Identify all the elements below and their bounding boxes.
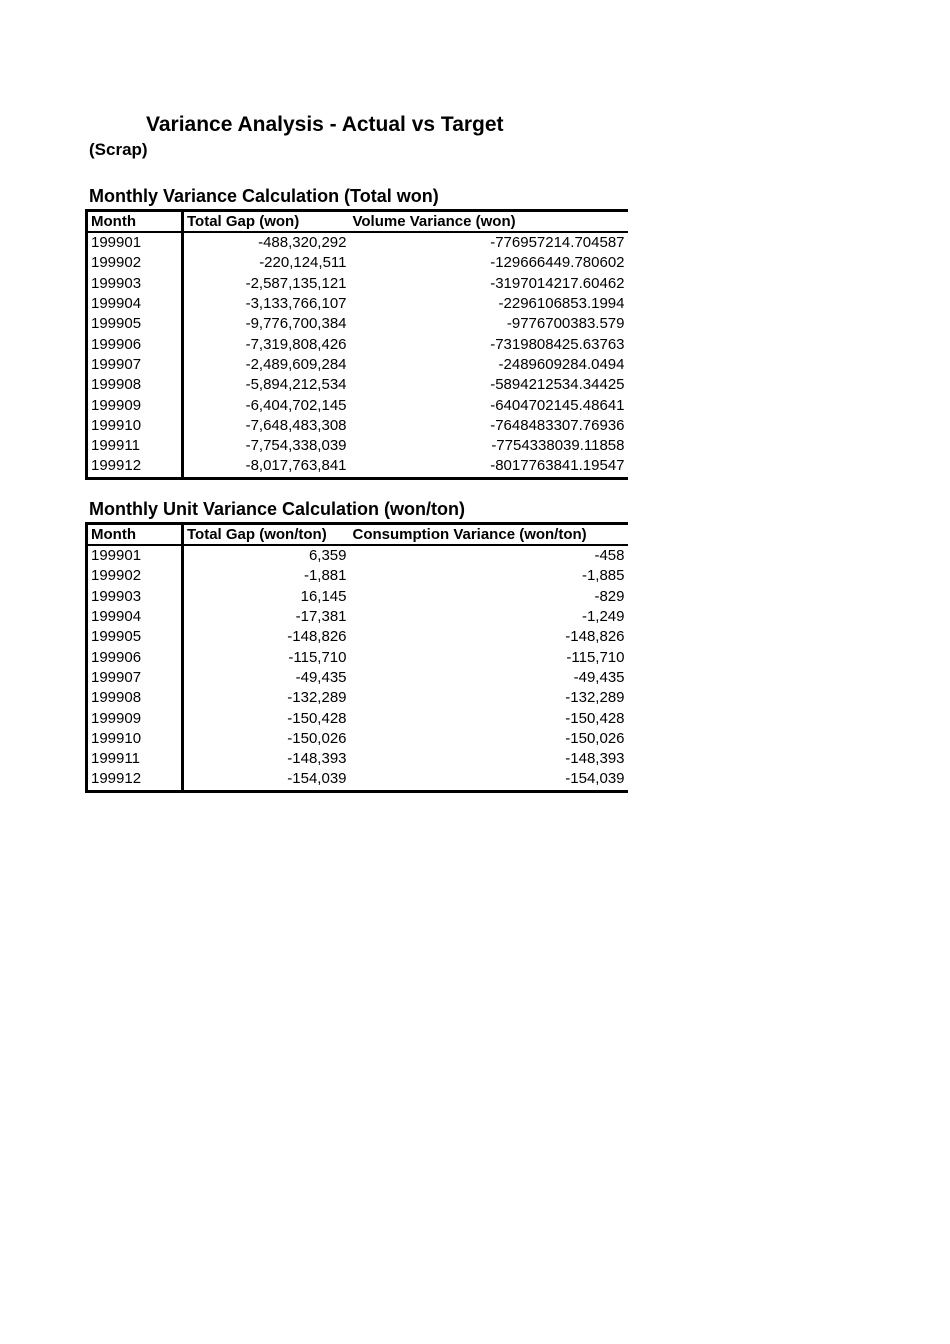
total-gap-cell: -115,710 [288,648,347,666]
variance-cell: -115,710 [566,648,625,666]
table-row [87,668,628,688]
table-row [87,375,628,395]
total-gap-cell: -1,881 [303,567,347,585]
month-cell: 199901 [87,545,183,566]
table-row [87,274,628,294]
month-cell: 199902 [87,566,183,586]
month-cell: 199905 [87,314,183,334]
month-cell: 199912 [87,769,183,791]
month-cell: 199911 [87,749,183,769]
table-row [87,607,628,627]
month-cell: 199909 [87,395,183,415]
total-gap-cell: -488,320,292 [258,234,347,252]
month-cell: 199909 [87,708,183,728]
column-header-total-gap: Total Gap (won) [183,211,350,233]
month-cell: 199907 [87,668,183,688]
variance-cell: -148,826 [565,628,625,646]
variance-cell: -148,393 [565,750,625,768]
total-gap-cell: -5,894,212,534 [245,376,347,394]
column-header-month: Month [87,211,183,233]
month-cell: 199912 [87,456,183,478]
variance-cell: -6404702145.48641 [490,396,625,414]
total-variance-table-body [87,232,628,478]
variance-cell: -9776700383.579 [506,315,625,333]
variance-cell: -8017763841.19547 [350,456,628,478]
variance-cell: -2296106853.1994 [498,295,625,313]
total-gap-cell: -154,039 [183,769,350,791]
variance-cell: -1,885 [581,567,625,585]
table-row [87,566,628,586]
table-row [87,294,628,314]
variance-cell: -129666449.780602 [490,254,625,272]
total-gap-cell: 16,145 [300,587,347,605]
variance-cell: -2489609284.0494 [498,355,625,373]
variance-cell: -776957214.704587 [490,234,625,252]
total-gap-cell: -7,754,338,039 [245,437,347,455]
total-gap-cell: -9,776,700,384 [245,315,347,333]
total-gap-cell: -8,017,763,841 [183,456,350,478]
variance-cell: -1,249 [581,608,625,626]
month-cell: 199908 [87,375,183,395]
variance-cell: -3197014217.60462 [490,274,625,292]
table-header-row [87,211,628,233]
table-row [87,647,628,667]
unit-variance-table [85,522,628,793]
table-row [87,769,628,791]
table-row [87,436,628,456]
total-variance-heading: Monthly Variance Calculation (Total won) [89,186,439,206]
total-gap-cell: -49,435 [295,668,347,686]
variance-cell: -154,039 [350,769,628,791]
table-row [87,587,628,607]
variance-cell: -150,428 [565,709,625,727]
month-cell: 199903 [87,587,183,607]
variance-cell: -5894212534.34425 [490,376,625,394]
month-cell: 199903 [87,274,183,294]
variance-cell: -7648483307.76936 [490,416,625,434]
table-row [87,729,628,749]
variance-cell: -49,435 [573,668,625,686]
table-row [87,314,628,334]
table-row [87,253,628,273]
table-row [87,395,628,415]
month-cell: 199906 [87,334,183,354]
column-header-month: Month [87,524,183,546]
table-row [87,456,628,478]
total-gap-cell: -17,381 [295,608,347,626]
column-header-volume-variance: Volume Variance (won) [350,211,628,233]
variance-cell: -132,289 [565,689,625,707]
total-gap-cell: -148,826 [287,628,347,646]
month-cell: 199902 [87,253,183,273]
column-header-total-gap: Total Gap (won/ton) [183,524,350,546]
table-row [87,749,628,769]
month-cell: 199901 [87,232,183,253]
table-header-row [87,524,628,546]
total-gap-cell: -2,587,135,121 [245,274,347,292]
month-cell: 199910 [87,416,183,436]
table-row [87,232,628,253]
table-row [87,355,628,375]
month-cell: 199910 [87,729,183,749]
variance-cell: -7754338039.11858 [491,437,625,455]
month-cell: 199904 [87,607,183,627]
month-cell: 199907 [87,355,183,375]
page-subtitle: (Scrap) [89,140,148,159]
table-row [87,627,628,647]
total-gap-cell: 6,359 [308,547,347,565]
total-gap-cell: -150,428 [287,709,347,727]
month-cell: 199904 [87,294,183,314]
month-cell: 199906 [87,647,183,667]
total-gap-cell: -6,404,702,145 [245,396,347,414]
unit-variance-table-body [87,545,628,791]
total-variance-table [85,209,628,480]
total-gap-cell: -7,319,808,426 [245,335,347,353]
table-row [87,416,628,436]
unit-variance-heading: Monthly Unit Variance Calculation (won/ton) [89,499,466,519]
month-cell: 199908 [87,688,183,708]
total-gap-cell: -132,289 [287,689,347,707]
variance-cell: -150,026 [565,729,625,747]
page-title: Variance Analysis - Actual vs Target [146,113,504,136]
column-header-consumption-variance: Consumption Variance (won/ton) [350,524,628,546]
month-cell: 199905 [87,627,183,647]
month-cell: 199911 [87,436,183,456]
variance-cell: -7319808425.63763 [490,335,625,353]
total-gap-cell: -150,026 [287,729,347,747]
table-row [87,688,628,708]
total-gap-cell: -220,124,511 [259,254,347,272]
variance-cell: -458 [594,547,625,565]
total-gap-cell: -3,133,766,107 [245,295,347,313]
total-gap-cell: -7,648,483,308 [245,416,347,434]
total-gap-cell: -2,489,609,284 [245,355,347,373]
variance-cell: -829 [594,587,625,605]
table-row [87,334,628,354]
total-gap-cell: -148,393 [287,750,347,768]
table-row [87,708,628,728]
table-row [87,545,628,566]
